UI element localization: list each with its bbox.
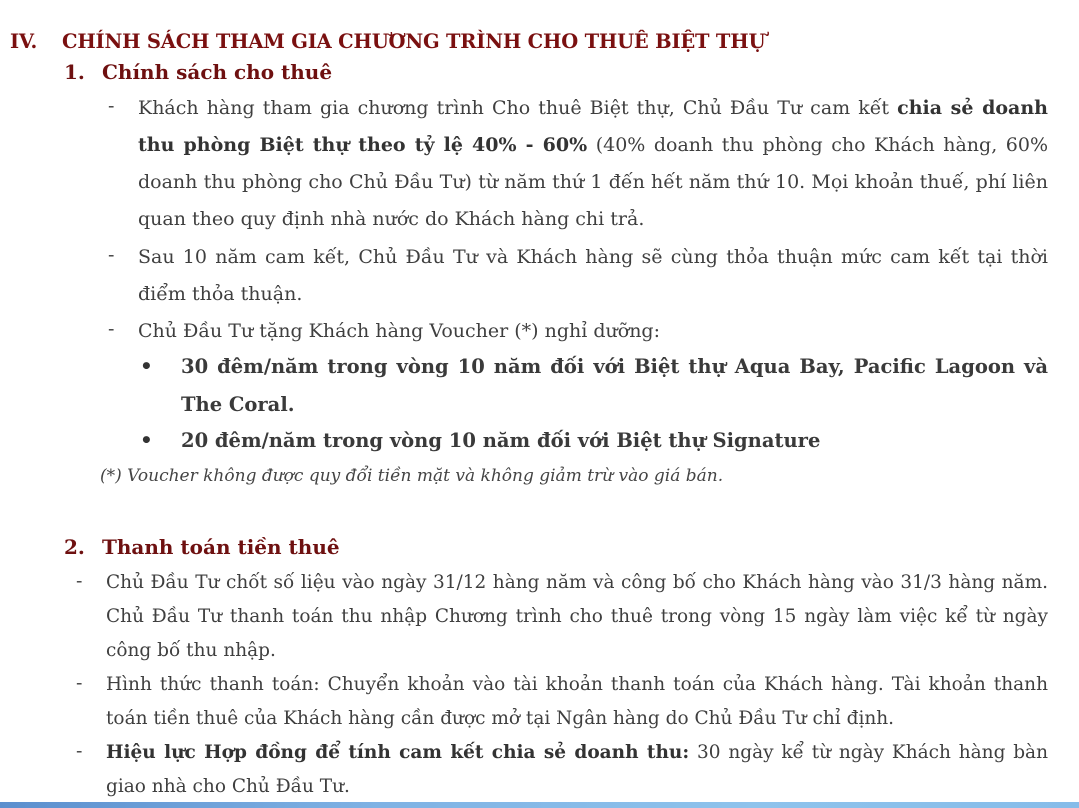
list-dash: - <box>108 95 115 117</box>
list-item-revenue-share <box>138 90 1048 238</box>
item-text: Khách hàng tham gia chương trình Cho thuê Biệt thự, Chủ Đầu Tư cam kết <box>138 97 898 119</box>
page-bottom-bar <box>0 802 1079 808</box>
item-text: (40% doanh thu phòng cho Khách hàng, 60% doanh thu phòng cho Chủ Đầu Tư) từ năm thứ 1 đến hết năm thứ 10. Mọi khoản thuế, phí liên quan theo quy định nhà nước do Khách hàng chi trả. <box>138 134 1049 230</box>
list-dash: - <box>108 318 115 340</box>
list-item-after-10-years: Sau 10 năm cam kết, Chủ Đầu Tư và Khách hàng sẽ cùng thỏa thuận mức cam kết tại thời điểm thỏa thuận. <box>138 246 1048 305</box>
bullet-icon: • <box>140 354 153 378</box>
subsection-1-number: 1. <box>64 60 85 84</box>
list-dash: - <box>76 740 83 762</box>
bullet-item-20-nights: 20 đêm/năm trong vòng 10 năm đối với Biệt thự Signature <box>181 429 821 452</box>
section-heading <box>10 30 765 53</box>
item-bold-text: chia sẻ doanh thu phòng Biệt thự theo tỷ lệ 40% - 60% <box>138 97 1048 156</box>
list-item-contract-effect <box>106 736 1048 804</box>
list-item-payment-schedule: Chủ Đầu Tư chốt số liệu vào ngày 31/12 hàng năm và công bố cho Khách hàng vào 31/3 hàng năm. Chủ Đầu Tư thanh toán thu nhập Chương trình cho thuê trong vòng 15 ngày làm việc kể từ ngày công bố thu nhập. <box>106 572 1048 661</box>
subsection-2-number: 2. <box>64 535 85 559</box>
list-item-payment-method: Hình thức thanh toán: Chuyển khoản vào tài khoản thanh toán của Khách hàng. Tài khoản thanh toán tiền thuê của Khách hàng cần được mở tại Ngân hàng do Chủ Đầu Tư chỉ định. <box>106 674 1048 729</box>
voucher-footnote: (*) Voucher không được quy đổi tiền mặt và không giảm trừ vào giá bán. <box>100 466 724 486</box>
list-dash: - <box>76 570 83 592</box>
section-number: IV. <box>10 30 38 53</box>
item-bold-text: Hiệu lực Hợp đồng để tính cam kết chia sẻ doanh thu: <box>106 742 690 763</box>
bullet-icon: • <box>140 428 153 452</box>
list-dash: - <box>76 672 83 694</box>
subsection-1-title: Chính sách cho thuê <box>102 60 333 84</box>
list-item-voucher: Chủ Đầu Tư tặng Khách hàng Voucher (*) nghỉ dưỡng: <box>138 320 660 342</box>
bullet-item-30-nights: 30 đêm/năm trong vòng 10 năm đối với Biệt thự Aqua Bay, Pacific Lagoon và The Coral. <box>181 355 1048 416</box>
list-dash: - <box>108 244 115 266</box>
section-title: CHÍNH SÁCH THAM GIA CHƯƠNG TRÌNH CHO THUÊ BIỆT THỰ <box>62 30 766 53</box>
subsection-2-title: Thanh toán tiền thuê <box>102 535 340 559</box>
item-text: 30 ngày kể từ ngày Khách hàng bàn giao nhà cho Chủ Đầu Tư. <box>106 742 1048 797</box>
subsection-1-heading <box>64 60 332 84</box>
subsection-2-heading <box>64 535 340 559</box>
